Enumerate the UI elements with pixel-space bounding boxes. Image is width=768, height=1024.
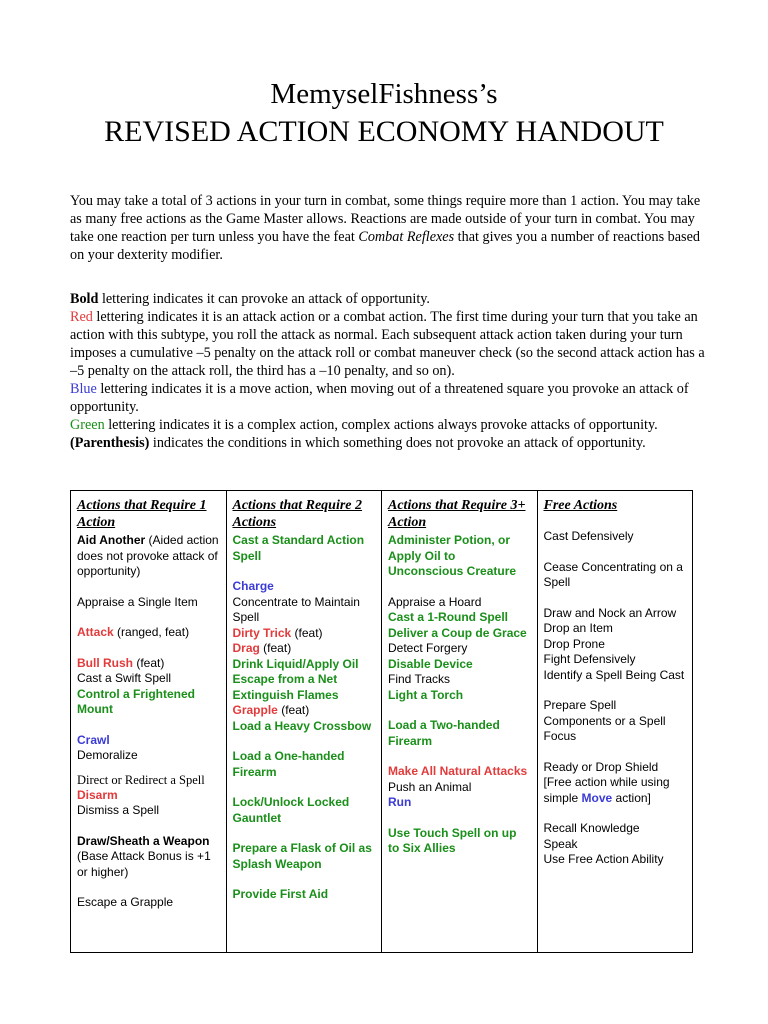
legend-red bbox=[70, 308, 710, 380]
action-label: Attack bbox=[77, 625, 114, 639]
action-label: Charge bbox=[232, 579, 274, 593]
action-item bbox=[544, 668, 687, 684]
action-label: Detect Forgery bbox=[388, 641, 468, 655]
intro-feat-name: Combat Reflexes bbox=[358, 229, 455, 245]
action-item bbox=[233, 641, 376, 657]
action-label: Crawl bbox=[77, 732, 110, 747]
action-label: Identify a Spell Being Cast bbox=[543, 667, 685, 682]
action-item bbox=[77, 595, 220, 611]
action-item bbox=[544, 621, 687, 637]
legend-paren-text: indicates the conditions in which something does not provoke an attack of opportunity. bbox=[149, 435, 646, 451]
legend bbox=[70, 290, 710, 452]
action-label-suffix: action] bbox=[612, 790, 651, 805]
action-label: Cast a 1-Round Spell bbox=[388, 610, 509, 624]
action-label: Control a Frightened Mount bbox=[77, 686, 195, 716]
legend-green-key: Green bbox=[70, 417, 105, 433]
column-heading: Actions that Require 2 Actions bbox=[232, 498, 363, 530]
action-item bbox=[544, 606, 687, 622]
action-item bbox=[77, 533, 220, 580]
author-line: MemyselFishness’s bbox=[270, 78, 498, 110]
action-label: Run bbox=[388, 795, 412, 809]
action-item bbox=[388, 688, 531, 704]
action-label: Draw/Sheath a Weapon bbox=[77, 833, 210, 848]
action-item bbox=[77, 625, 220, 641]
action-label: Escape a Grapple bbox=[77, 895, 174, 909]
action-item bbox=[77, 733, 220, 749]
column-items bbox=[233, 533, 376, 903]
column-items bbox=[77, 533, 220, 911]
action-note: (Aided action does not provoke attack of opportunity) bbox=[77, 533, 219, 578]
action-item bbox=[544, 652, 687, 668]
action-label: Direct or Redirect a Spell bbox=[77, 772, 205, 787]
action-blue-word: Move bbox=[581, 790, 613, 805]
legend-bold-key: Bold bbox=[70, 291, 99, 307]
page-title: REVISED ACTION ECONOMY HANDOUT bbox=[104, 115, 664, 148]
action-item bbox=[388, 780, 531, 796]
action-note: (feat) bbox=[133, 655, 165, 670]
action-label: Cast a Standard Action Spell bbox=[232, 533, 365, 563]
action-label: Light a Torch bbox=[388, 687, 464, 702]
action-label: Make All Natural Attacks bbox=[388, 764, 528, 778]
action-item bbox=[233, 626, 376, 642]
action-label: Speak bbox=[543, 836, 578, 851]
action-label: Escape from a Net bbox=[232, 672, 338, 686]
action-label: Push an Animal bbox=[388, 779, 472, 794]
action-item bbox=[544, 760, 687, 807]
action-item bbox=[77, 748, 220, 764]
action-item bbox=[544, 837, 687, 853]
legend-paren-key: (Parenthesis) bbox=[70, 435, 150, 451]
action-label: Dismiss a Spell bbox=[77, 803, 160, 817]
action-item bbox=[388, 626, 531, 642]
action-label: Use Touch Spell on up to Six Allies bbox=[388, 825, 517, 855]
action-item bbox=[233, 688, 376, 704]
action-note: (feat) bbox=[291, 625, 323, 640]
action-note: (Base Attack Bonus is +1 or higher) bbox=[77, 849, 211, 879]
action-item bbox=[388, 826, 531, 857]
action-label: Drag bbox=[232, 641, 260, 655]
action-item bbox=[388, 610, 531, 626]
action-label: Grapple bbox=[232, 703, 278, 717]
action-label: Prepare Spell Components or a Spell Focus bbox=[543, 698, 666, 743]
legend-blue bbox=[70, 380, 710, 416]
legend-parenthesis bbox=[70, 434, 710, 452]
action-item bbox=[388, 657, 531, 673]
action-item bbox=[388, 795, 531, 811]
action-item bbox=[233, 795, 376, 826]
action-label: Recall Knowledge bbox=[543, 821, 640, 835]
action-item bbox=[233, 887, 376, 903]
action-label: Dirty Trick bbox=[232, 625, 292, 640]
action-item bbox=[388, 718, 531, 749]
action-item bbox=[233, 672, 376, 688]
column-items bbox=[388, 533, 531, 857]
column-heading: Free Actions bbox=[543, 498, 618, 513]
action-item bbox=[544, 560, 687, 591]
action-item bbox=[233, 719, 376, 735]
action-label: Ready or Drop Shield [Free action while using simple bbox=[543, 759, 670, 805]
legend-blue-key: Blue bbox=[70, 381, 97, 397]
action-item bbox=[388, 533, 531, 580]
action-item bbox=[233, 657, 376, 673]
action-note: (ranged, feat) bbox=[113, 625, 190, 639]
column-1-action bbox=[71, 491, 227, 953]
column-items bbox=[544, 529, 687, 868]
action-item bbox=[77, 788, 220, 804]
action-label: Load a Heavy Crossbow bbox=[232, 718, 372, 733]
action-item bbox=[544, 821, 687, 837]
action-label: Provide First Aid bbox=[232, 887, 329, 901]
action-label: Cease Concentrating on a Spell bbox=[543, 559, 683, 589]
action-label: Draw and Nock an Arrow bbox=[543, 605, 677, 620]
action-label: Prepare a Flask of Oil as Splash Weapon bbox=[232, 841, 372, 871]
action-label: Deliver a Coup de Grace bbox=[388, 625, 527, 640]
column-3-plus-actions bbox=[382, 491, 538, 953]
action-item bbox=[77, 772, 220, 788]
action-label: Disarm bbox=[77, 787, 118, 802]
action-label: Disable Device bbox=[388, 656, 473, 671]
action-item bbox=[388, 672, 531, 688]
action-item bbox=[77, 834, 220, 881]
action-item bbox=[544, 529, 687, 545]
action-label: Concentrate to Maintain Spell bbox=[232, 594, 360, 624]
action-label: Load a One-handed Firearm bbox=[232, 749, 345, 779]
action-item bbox=[77, 687, 220, 718]
action-label: Use Free Action Ability bbox=[543, 852, 664, 866]
action-label: Cast a Swift Spell bbox=[77, 671, 172, 685]
action-item bbox=[77, 671, 220, 687]
intro-text-b: that gives you a number of reactions based on your dexterity modifier. bbox=[70, 229, 700, 263]
legend-blue-text: lettering indicates it is a move action, when moving out of a threatened square you provoke an attack of opportunity. bbox=[70, 381, 689, 415]
action-item bbox=[544, 637, 687, 653]
action-label: Extinguish Flames bbox=[232, 687, 339, 702]
intro-text-a: You may take a total of 3 actions in your turn in combat, some things require more than 1 action. You may take as many free actions as the Game Master allows. Reactions are made outside of your turn in combat. You may take one reaction per turn unless you have the feat bbox=[70, 193, 701, 245]
action-item bbox=[544, 698, 687, 745]
legend-bold-text: lettering indicates it can provoke an attack of opportunity. bbox=[98, 291, 430, 307]
action-label: Drop Prone bbox=[543, 636, 605, 651]
action-label: Drink Liquid/Apply Oil bbox=[232, 656, 359, 671]
actions-table bbox=[70, 490, 693, 953]
column-heading: Actions that Require 3+ Action bbox=[388, 498, 526, 530]
action-label: Fight Defensively bbox=[543, 652, 636, 666]
intro-paragraph bbox=[70, 192, 710, 264]
action-note: (feat) bbox=[259, 641, 292, 655]
action-label: Lock/Unlock Locked Gauntlet bbox=[232, 795, 350, 825]
action-label: Find Tracks bbox=[388, 672, 451, 686]
action-item bbox=[77, 656, 220, 672]
action-label: Aid Another bbox=[77, 533, 146, 547]
action-item bbox=[233, 533, 376, 564]
actions-table-row bbox=[71, 491, 693, 953]
action-item bbox=[388, 641, 531, 657]
action-label: Demoralize bbox=[77, 748, 138, 762]
action-item bbox=[388, 764, 531, 780]
action-item bbox=[233, 841, 376, 872]
action-note: (feat) bbox=[277, 703, 310, 717]
action-item bbox=[233, 703, 376, 719]
action-item bbox=[233, 579, 376, 595]
legend-red-key: Red bbox=[70, 309, 93, 325]
column-2-actions bbox=[226, 491, 382, 953]
action-label: Bull Rush bbox=[77, 655, 133, 670]
action-item bbox=[544, 852, 687, 868]
action-item bbox=[77, 895, 220, 911]
action-label: Load a Two-handed Firearm bbox=[388, 718, 500, 748]
legend-red-text: lettering indicates it is an attack action or a combat action. The first time during your turn that you take an action with this subtype, you roll the attack as normal. Each subsequent attack action taken during your turn imposes a cumulative –5 penalty on the attack roll or combat maneuver check (so the second attack action has a –5 penalty on the attack roll, the third has a –10 penalty, and so on). bbox=[70, 309, 705, 379]
action-label: Cast Defensively bbox=[543, 529, 634, 543]
action-label: Appraise a Hoard bbox=[388, 594, 482, 609]
column-free-actions bbox=[537, 491, 693, 953]
action-label: Appraise a Single Item bbox=[77, 594, 198, 609]
action-label: Administer Potion, or Apply Oil to Unconscious Creature bbox=[388, 533, 517, 578]
action-item bbox=[233, 749, 376, 780]
legend-green-text: lettering indicates it is a complex action, complex actions always provoke attacks of opportunity. bbox=[104, 417, 658, 433]
action-label: Drop an Item bbox=[543, 621, 613, 635]
action-item bbox=[77, 803, 220, 819]
action-item bbox=[233, 595, 376, 626]
legend-green bbox=[70, 416, 710, 434]
column-heading: Actions that Require 1 Action bbox=[77, 498, 207, 530]
action-item bbox=[388, 595, 531, 611]
legend-bold bbox=[70, 290, 710, 308]
